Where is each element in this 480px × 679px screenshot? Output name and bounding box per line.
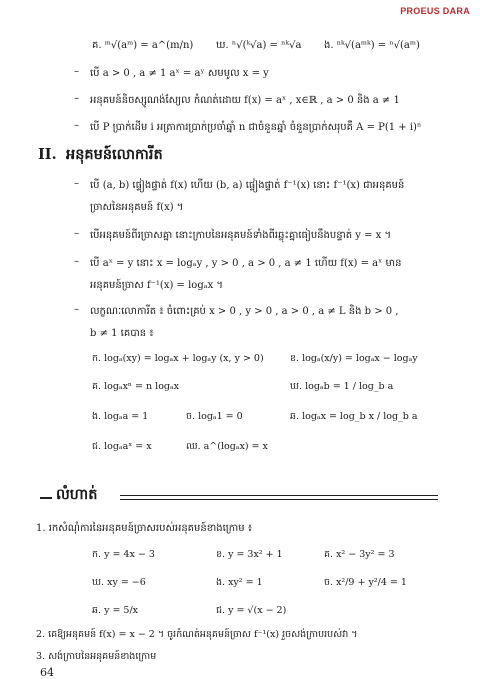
bullet-inverse-2: – បើអនុគមន៍ពីរច្រាសគ្នា នោះក្រាបនៃអនុគមន៍ទាំងពីរឆ្លុះគ្នាធៀបនឹងបន្ទាត់ y = x ។	[90, 228, 391, 243]
log-prop-power: គ. logₐxⁿ = n logₐx	[92, 381, 180, 392]
ex1-item-c: គ. x² − 3y² = 3	[324, 549, 395, 560]
formula-c: ង. ⁿᵏ√(aᵐᵏ) = ⁿ√(aᵐ)	[324, 40, 420, 51]
log-prop-change-base: ឆ. logₐx = log_b x / log_b a	[290, 411, 418, 422]
page-number: 64	[40, 666, 54, 679]
header-brand: PROEUS DARA	[400, 6, 470, 16]
log-prop-self: ង. logₐa = 1	[92, 411, 149, 422]
exercise-2: 2. គេឱ្យអនុគមន៍ f(x) = x − 2 ។ ចូរកំណត់អនុគមន៍ច្រាស f⁻¹(x) រួចសង់ក្រាបរបស់វា ។	[36, 629, 358, 640]
ex1-item-b: ខ. y = 3x² + 1	[216, 549, 283, 560]
bullet-inverse-1-cont: ច្រាសនៃអនុគមន៍ f(x) ។	[90, 202, 184, 213]
exercises-title: លំហាត់	[56, 486, 98, 503]
bullet-log-props-cont: b ≠ 1 គេបាន ៖	[90, 328, 154, 339]
bullet-log-def: – បើ aˣ = y នោះ x = logₐy , y > 0 , a > 0 , a ≠ 1 ហើយ f(x) = aˣ មាន	[90, 256, 401, 271]
log-prop-reciprocal: ឃ. logₐb = 1 / log_b a	[290, 381, 394, 392]
bullet-inverse-1: – បើ (a, b) ផ្ទៀងផ្ទាត់ f(x) ហើយ (b, a) ផ្ទៀងផ្ទាត់ f⁻¹(x) នោះ f⁻¹(x) ជាអនុគមន៍	[90, 178, 404, 193]
ex1-item-h: ជ. y = √(x − 2)	[216, 605, 287, 616]
ex1-item-g: ឆ. y = 5/x	[92, 605, 139, 616]
exercise-1: 1. រកសំណុំការនៃអនុគមន៍ច្រាសរបស់អនុគមន៍ខាងក្រោម ៖	[36, 523, 253, 534]
formula-a: គ. ᵐ√(aᵐ) = a^(m/n)	[92, 40, 194, 51]
log-prop-product: ក. logₐ(xy) = logₐx + logₐy (x, y > 0)	[92, 353, 264, 364]
section-title: អនុគមន៍លោការីត	[66, 146, 163, 163]
log-prop-one: ច. logₐ1 = 0	[186, 411, 243, 422]
bullet-interest: – បើ P ប្រាក់ដើម i អត្រាការប្រាក់ប្រចាំឆ្នាំ n ជាចំនួនឆ្នាំ ចំនួនប្រាក់សរុបគឺ A = P(1 + i)ⁿ	[90, 120, 421, 135]
ex1-item-f: ច. x²/9 + y²/4 = 1	[324, 577, 407, 588]
exercise-3: 3. សង់ក្រាបនៃអនុគមន៍ខាងក្រោម	[36, 651, 157, 662]
log-prop-quotient: ខ. logₐ(x/y) = logₐx − logₐy	[290, 353, 418, 364]
ex1-item-d: ឃ. xy = −6	[92, 577, 146, 588]
heading-rule-right	[120, 495, 438, 500]
ex1-item-e: ង. xy² = 1	[216, 577, 263, 588]
log-prop-inverse-2: ឈ. a^(logₐx) = x	[186, 441, 268, 452]
heading-rule-left	[40, 497, 52, 499]
bullet-log-def-cont: អនុគមន៍ច្រាស f⁻¹(x) = logₐx ។	[90, 280, 223, 291]
formula-b: ឃ. ⁿ√(ᵏ√a) = ⁿᵏ√a	[216, 40, 302, 51]
bullet-log-props: – លក្ខណៈលោការីត ៖ ចំពោះគ្រប់ x > 0 , y > 0 , a > 0 , a ≠ L និង b > 0 ,	[90, 304, 399, 319]
bullet-exp-equal: – បើ a > 0 , a ≠ 1 aˣ = aʸ សមមូល x = y	[90, 66, 269, 81]
ex1-item-a: ក. y = 4x − 3	[92, 549, 155, 560]
log-prop-inverse-1: ជ. logₐaˣ = x	[92, 441, 152, 452]
bullet-exp-def: – អនុគមន៍និចស្សូណង់ស្យែល កំណត់ដោយ f(x) = aˣ , x∈ℝ , a > 0 និង a ≠ 1	[90, 93, 400, 108]
section-number: II.	[38, 146, 57, 163]
